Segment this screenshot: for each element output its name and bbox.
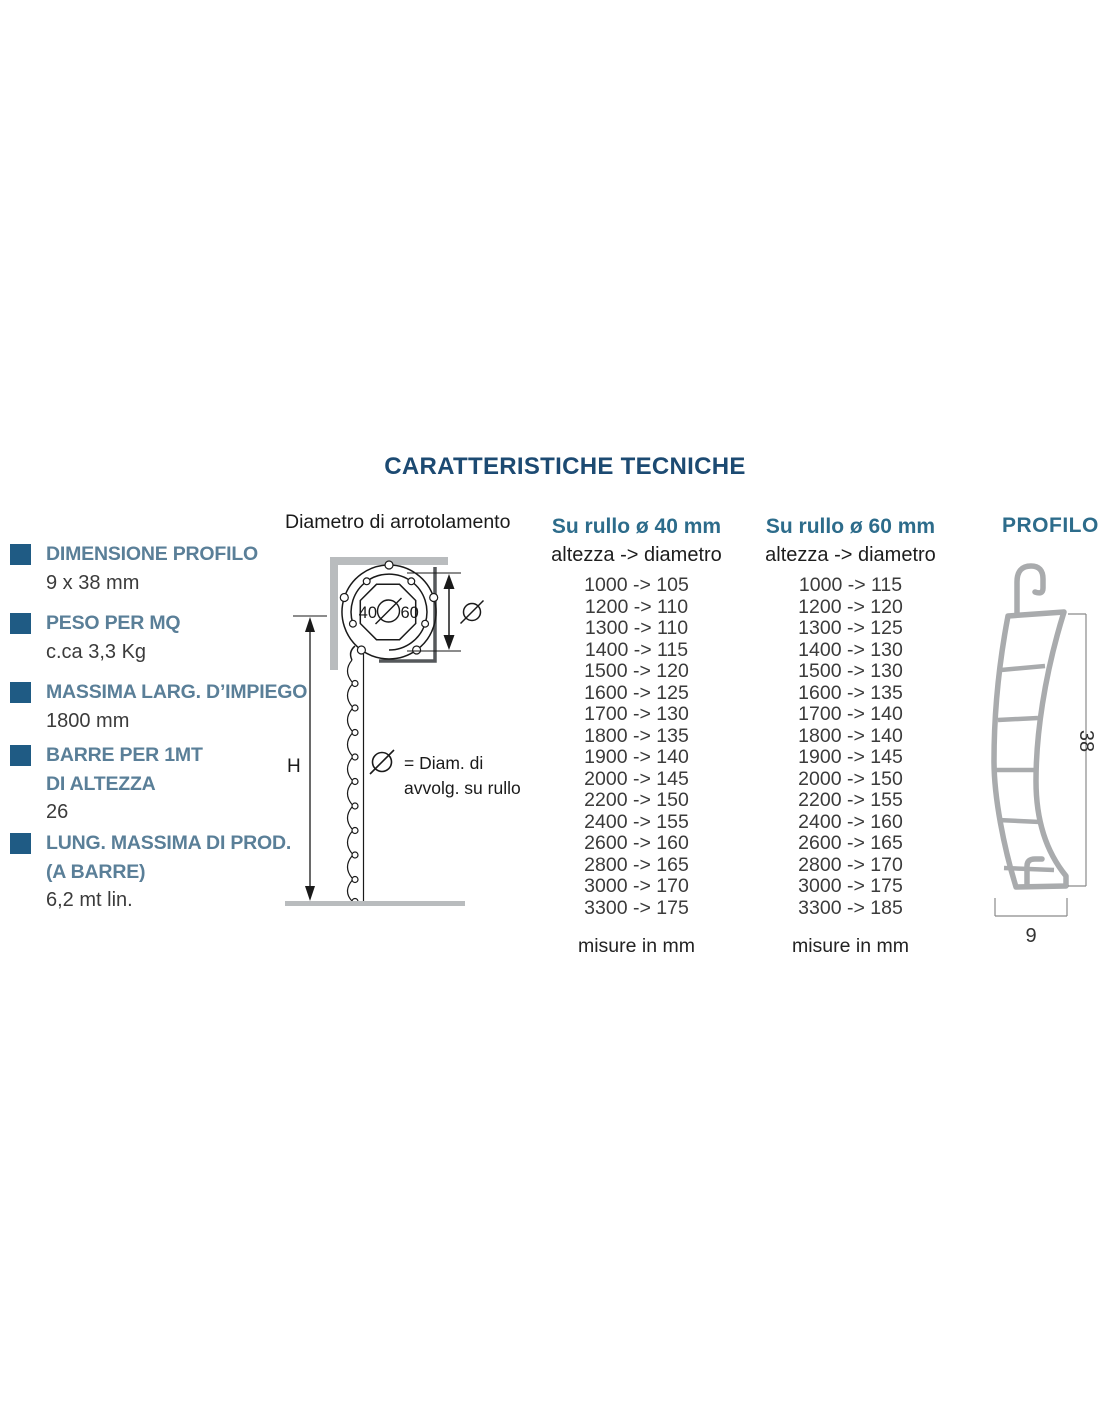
bullet-square-icon	[10, 682, 31, 703]
spec-value: 6,2 mt lin.	[46, 889, 133, 911]
table-row: 2000 -> 150	[798, 767, 903, 790]
spec-label: DIMENSIONE PROFILO	[46, 543, 258, 565]
table-row: 1800 -> 135	[584, 724, 689, 747]
spec-value: c.ca 3,3 Kg	[46, 640, 147, 663]
page-title: CARATTERISTICHE TECNICHE	[384, 453, 746, 480]
profile-width-dim: 9	[1025, 925, 1037, 947]
table-row: 2000 -> 145	[584, 767, 689, 790]
spec-label: LUNG. MASSIMA DI PROD. (A BARRE)	[46, 832, 292, 883]
spec-label: BARRE PER 1MT DI ALTEZZA	[46, 744, 203, 795]
table-row: 1000 -> 115	[798, 574, 903, 596]
ground-line	[285, 901, 465, 906]
bullet-square-icon	[10, 833, 31, 854]
table-header: Su rullo ø 60 mm	[765, 515, 936, 538]
spec-label: PESO PER MQ	[46, 612, 181, 634]
size-table	[544, 515, 729, 958]
spec-item	[10, 609, 180, 666]
table-row: 1500 -> 120	[584, 660, 689, 682]
table-footer: misure in mm	[577, 935, 695, 957]
curtain-slats	[348, 660, 359, 905]
spec-item	[10, 540, 258, 597]
table-row: 2800 -> 170	[798, 853, 903, 876]
table-row: 3000 -> 170	[584, 875, 689, 897]
table-footer: misure in mm	[791, 935, 909, 957]
table-row: 1800 -> 140	[798, 724, 903, 747]
table-row: 1300 -> 110	[584, 617, 689, 639]
spec-value: 1800 mm	[46, 709, 130, 732]
spec-value: 9 x 38 mm	[46, 571, 140, 594]
table-subheader: altezza -> diametro	[765, 544, 936, 566]
table-row: 1200 -> 110	[584, 595, 689, 618]
table-row: 1000 -> 105	[584, 574, 689, 596]
table-row: 1400 -> 115	[584, 638, 689, 661]
slat-profile-drawing	[982, 556, 1100, 951]
arrowhead-up	[305, 617, 315, 632]
table-row: 2200 -> 150	[584, 789, 689, 811]
width-dimension-lines	[995, 898, 1067, 916]
table-row: 1400 -> 130	[798, 638, 903, 661]
table-row: 2600 -> 160	[584, 832, 689, 854]
bullet-square-icon	[10, 613, 31, 634]
diameter-icon	[461, 601, 484, 624]
size-table	[758, 515, 943, 958]
spec-item	[10, 741, 203, 827]
table-row: 1900 -> 145	[798, 746, 903, 768]
height-label: H	[287, 756, 301, 777]
profile-title: PROFILO	[1002, 514, 1099, 537]
legend-line-2: avvolg. su rullo	[404, 778, 521, 798]
profile-height-dim: 38	[1075, 729, 1097, 753]
arrowhead-down	[305, 886, 315, 901]
top-hook-shape	[1017, 566, 1043, 616]
table-subheader: altezza -> diametro	[551, 544, 722, 566]
table-row: 1700 -> 140	[798, 703, 903, 725]
arrowhead-down	[444, 635, 455, 650]
rolling-diagram	[285, 548, 540, 923]
arrowhead-up	[444, 574, 455, 589]
table-row: 3000 -> 175	[798, 875, 903, 897]
bullet-square-icon	[10, 544, 31, 565]
table-rows	[544, 575, 729, 919]
spec-item	[10, 678, 307, 735]
bullet-square-icon	[10, 745, 31, 766]
roller-size-40: 40	[358, 604, 377, 622]
spec-value: 26	[46, 801, 69, 823]
slat-body-shape	[994, 612, 1066, 887]
table-row: 3300 -> 185	[798, 896, 903, 919]
legend-line-1: = Diam. di	[404, 753, 484, 773]
diagram-title: Diametro di arrotolamento	[285, 511, 511, 533]
table-row: 2400 -> 160	[798, 810, 903, 833]
table-row: 1900 -> 140	[584, 746, 689, 768]
table-row: 1700 -> 130	[584, 703, 689, 725]
table-row: 2400 -> 155	[584, 810, 689, 833]
roller-size-60: 60	[400, 604, 419, 622]
table-row: 3300 -> 175	[584, 896, 689, 919]
table-row: 1600 -> 135	[798, 681, 903, 704]
diameter-icon	[370, 750, 394, 774]
spec-item	[10, 829, 291, 915]
table-row: 1500 -> 130	[798, 660, 903, 682]
table-header: Su rullo ø 40 mm	[551, 515, 722, 538]
table-row: 1300 -> 125	[798, 617, 903, 639]
table-row: 2800 -> 165	[584, 853, 689, 876]
table-row: 1600 -> 125	[584, 681, 689, 704]
table-row: 1200 -> 120	[798, 595, 903, 618]
table-row: 2200 -> 155	[798, 789, 903, 811]
spec-label: MASSIMA LARG. D’IMPIEGO	[46, 681, 308, 703]
table-rows	[758, 575, 943, 919]
table-row: 2600 -> 165	[798, 832, 903, 854]
